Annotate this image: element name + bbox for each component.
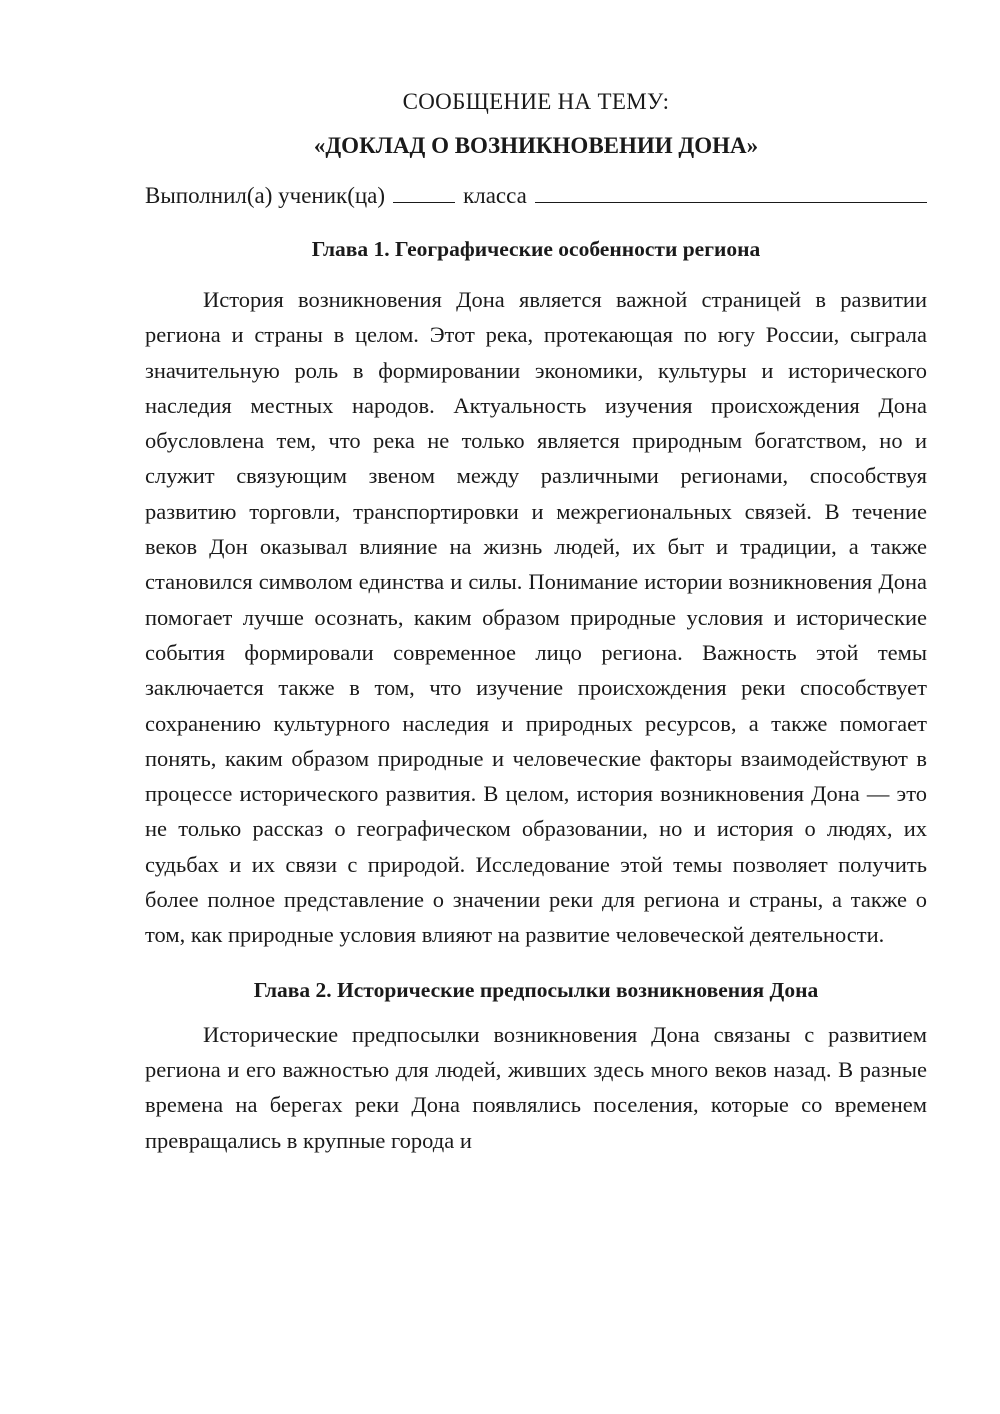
chapter-2-title: Глава 2. Исторические предпосылки возникновения Дона [253, 977, 819, 1002]
author-line [145, 180, 927, 212]
document-heading: СООБЩЕНИЕ НА ТЕМУ: [402, 89, 670, 114]
document-page [145, 86, 927, 1158]
author-label: Выполнил(а) ученик(ца) [145, 183, 386, 208]
document-title: «ДОКЛАД О ВОЗНИКНОВЕНИИ ДОНА» [313, 133, 759, 158]
chapter-1-title: Глава 1. Географические особенности региона [311, 237, 761, 261]
grade-blank [393, 182, 455, 203]
chapter-1-text: История возникновения Дона является важной страницей в развитии региона и страны в целом. Этот река, протекающая по югу России, сыграла значительную роль в формировании экономики, культуры и исторического наследия местных народов. Актуальность изучения происхождения Дона обусловлена тем, что река не только является природным богатством, но и служит связующим звеном между различными регионами, способствуя развитию торговли, транспортировки и межрегиональных связей. В течение веков Дон оказывал влияние на жизнь людей, их быт и традиции, а также становился символом единства и силы. Понимание истории возникновения Дона помогает лучше осознать, каким образом природные условия и исторические события формировали современное лицо региона. Важность этой темы заключается также в том, что изучение происхождения реки способствует сохранению культурного наследия и природных ресурсов, а также помогает понять, каким образом природные и человеческие факторы взаимодействуют в процессе исторического развития. В целом, история возникновения Дона — это не только рассказ о географическом образовании, но и история о людях, их судьбах и их связи с природой. Исследование этой темы позволяет получить более полное представление о значении реки для региона и страны, а также о том, как природные условия влияют на развитие человеческой деятельности. [145, 287, 927, 948]
chapter-2-text: Исторические предпосылки возникновения Дона связаны с развитием региона и его важностью для людей, живших здесь много веков назад. В разные времена на берегах реки Дона появлялись поселения, которые со временем превращались в крупные города и [145, 1021, 927, 1153]
class-label: класса [463, 183, 527, 208]
class-name-blank [535, 182, 927, 203]
